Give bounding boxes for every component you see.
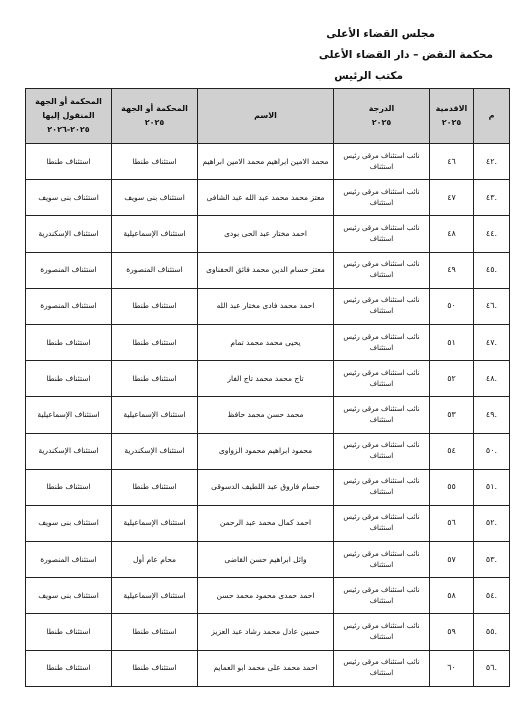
row-court: استئناف طنطا [112,288,198,324]
table-row [26,288,510,324]
row-court: استئناف الإسماعيلية [112,505,198,541]
row-name: حسين عادل محمد رشاد عبد العزيز [198,614,334,650]
table-row [26,397,510,433]
row-to-court: استئناف طنطا [26,361,112,397]
row-court: استئناف بنى سويف [112,180,198,216]
row-to-court: استئناف الإسكندرية [26,433,112,469]
row-name: محمد حسن محمد حافظ [198,397,334,433]
row-degree: نائب استئناف مرقى رئيس استئناف [334,542,430,578]
table-row [26,180,510,216]
row-degree: نائب استئناف مرقى رئيس استئناف [334,144,430,180]
table-row [26,324,510,360]
table-row [26,542,510,578]
row-court: استئناف طنطا [112,324,198,360]
row-to-court: استئناف بنى سويف [26,578,112,614]
table-row [26,216,510,252]
row-degree: نائب استئناف مرقى رئيس استئناف [334,433,430,469]
table-row [26,144,510,180]
row-seniority: ٥٦ [430,505,474,541]
row-number: .٤٧ [474,324,510,360]
col-header-degree: الدرجة ٢٠٢٥ [334,89,430,144]
col-header-name: الاسم [198,89,334,144]
row-number: .٥٦ [474,650,510,686]
row-to-court: استئناف المنصورة [26,252,112,288]
row-seniority: ٤٧ [430,180,474,216]
row-to-court: استئناف المنصورة [26,288,112,324]
row-number: .٤٢ [474,144,510,180]
row-name: احمد حمدى محمود محمد حسن [198,578,334,614]
col-header-seniority: الاقدمية ٢٠٢٥ [430,89,474,144]
row-number: .٤٦ [474,288,510,324]
row-to-court: استئناف طنطا [26,469,112,505]
row-number: .٤٥ [474,252,510,288]
row-degree: نائب استئناف مرقى رئيس استئناف [334,288,430,324]
row-number: .٤٣ [474,180,510,216]
row-number: .٤٤ [474,216,510,252]
row-degree: نائب استئناف مرقى رئيس استئناف [334,614,430,650]
row-court: استئناف الإسكندرية [112,433,198,469]
row-name: محمد الامين ابراهيم محمد الامين ابراهيم [198,144,334,180]
row-number: .٥٤ [474,578,510,614]
row-to-court: استئناف طنطا [26,324,112,360]
row-seniority: ٥٢ [430,361,474,397]
row-court: استئناف الإسماعيلية [112,216,198,252]
row-degree: نائب استئناف مرقى رئيس استئناف [334,469,430,505]
row-to-court: استئناف المنصورة [26,542,112,578]
row-name: وائل ابراهيم حسن القاضى [198,542,334,578]
col-header-num: م [474,89,510,144]
row-seniority: ٥٠ [430,288,474,324]
row-name: تاج محمد محمد تاج الفار [198,361,334,397]
row-seniority: ٥١ [430,324,474,360]
row-seniority: ٥٧ [430,542,474,578]
row-seniority: ٦٠ [430,650,474,686]
row-name: حسام فاروق عبد اللطيف الدسوقى [198,469,334,505]
row-name: احمد مختار عبد الحى بودى [198,216,334,252]
row-name: معتز محمد محمد عبد الله عبد الشافى [198,180,334,216]
col-header-court: المحكمة أو الجهة ٢٠٢٥ [112,89,198,144]
row-name: يحيى محمد محمد تمام [198,324,334,360]
row-court: استئناف طنطا [112,614,198,650]
office-title: مكتب الرئيس [334,70,403,82]
document-header [319,24,493,87]
row-seniority: ٤٦ [430,144,474,180]
row-number: .٥٣ [474,542,510,578]
row-degree: نائب استئناف مرقى رئيس استئناف [334,180,430,216]
row-to-court: استئناف الإسكندرية [26,216,112,252]
row-court: استئناف الإسماعيلية [112,578,198,614]
row-seniority: ٥٨ [430,578,474,614]
row-court: استئناف طنطا [112,469,198,505]
row-number: .٥٥ [474,614,510,650]
table-row [26,433,510,469]
row-seniority: ٥٤ [430,433,474,469]
row-number: .٥١ [474,469,510,505]
row-number: .٤٨ [474,361,510,397]
table-header-row [26,89,510,144]
row-number: .٤٩ [474,397,510,433]
table-row [26,505,510,541]
row-degree: نائب استئناف مرقى رئيس استئناف [334,397,430,433]
row-name: معتز حسام الدين محمد فائق الحفناوى [198,252,334,288]
row-to-court: استئناف طنطا [26,144,112,180]
row-degree: نائب استئناف مرقى رئيس استئناف [334,650,430,686]
row-name: محمود ابراهيم محمود الزواوى [198,433,334,469]
row-number: .٥٠ [474,433,510,469]
table-row [26,650,510,686]
row-court: استئناف طنطا [112,361,198,397]
row-to-court: استئناف طنطا [26,650,112,686]
row-degree: نائب استئناف مرقى رئيس استئناف [334,361,430,397]
court-title: محكمة النقض – دار القضاء الأعلى [318,49,493,61]
row-seniority: ٤٨ [430,216,474,252]
row-court: محام عام أول [112,542,198,578]
table-row [26,614,510,650]
row-name: احمد محمد فادى مختار عبد الله [198,288,334,324]
row-seniority: ٥٥ [430,469,474,505]
table-row [26,361,510,397]
row-degree: نائب استئناف مرقى رئيس استئناف [334,252,430,288]
row-to-court: استئناف بنى سويف [26,180,112,216]
row-degree: نائب استئناف مرقى رئيس استئناف [334,505,430,541]
row-number: .٥٢ [474,505,510,541]
council-title: مجلس القضاء الأعلى [326,28,435,40]
table-row [26,578,510,614]
col-header-to-court: المحكمة أو الجهة المنقول إليها ٢٠٢٥-٢٠٢٦ [26,89,112,144]
row-court: استئناف طنطا [112,144,198,180]
row-degree: نائب استئناف مرقى رئيس استئناف [334,324,430,360]
table-row [26,252,510,288]
row-degree: نائب استئناف مرقى رئيس استئناف [334,216,430,252]
row-to-court: استئناف طنطا [26,614,112,650]
row-court: استئناف المنصورة [112,252,198,288]
row-to-court: استئناف بنى سويف [26,505,112,541]
row-court: استئناف طنطا [112,650,198,686]
row-name: احمد كمال محمد عبد الرحمن [198,505,334,541]
row-seniority: ٤٩ [430,252,474,288]
row-seniority: ٥٩ [430,614,474,650]
row-to-court: استئناف الإسماعيلية [26,397,112,433]
judges-table [25,88,510,687]
row-court: استئناف الإسماعيلية [112,397,198,433]
table-row [26,469,510,505]
row-seniority: ٥٣ [430,397,474,433]
row-name: احمد محمد على محمد ابو العمايم [198,650,334,686]
row-degree: نائب استئناف مرقى رئيس استئناف [334,578,430,614]
